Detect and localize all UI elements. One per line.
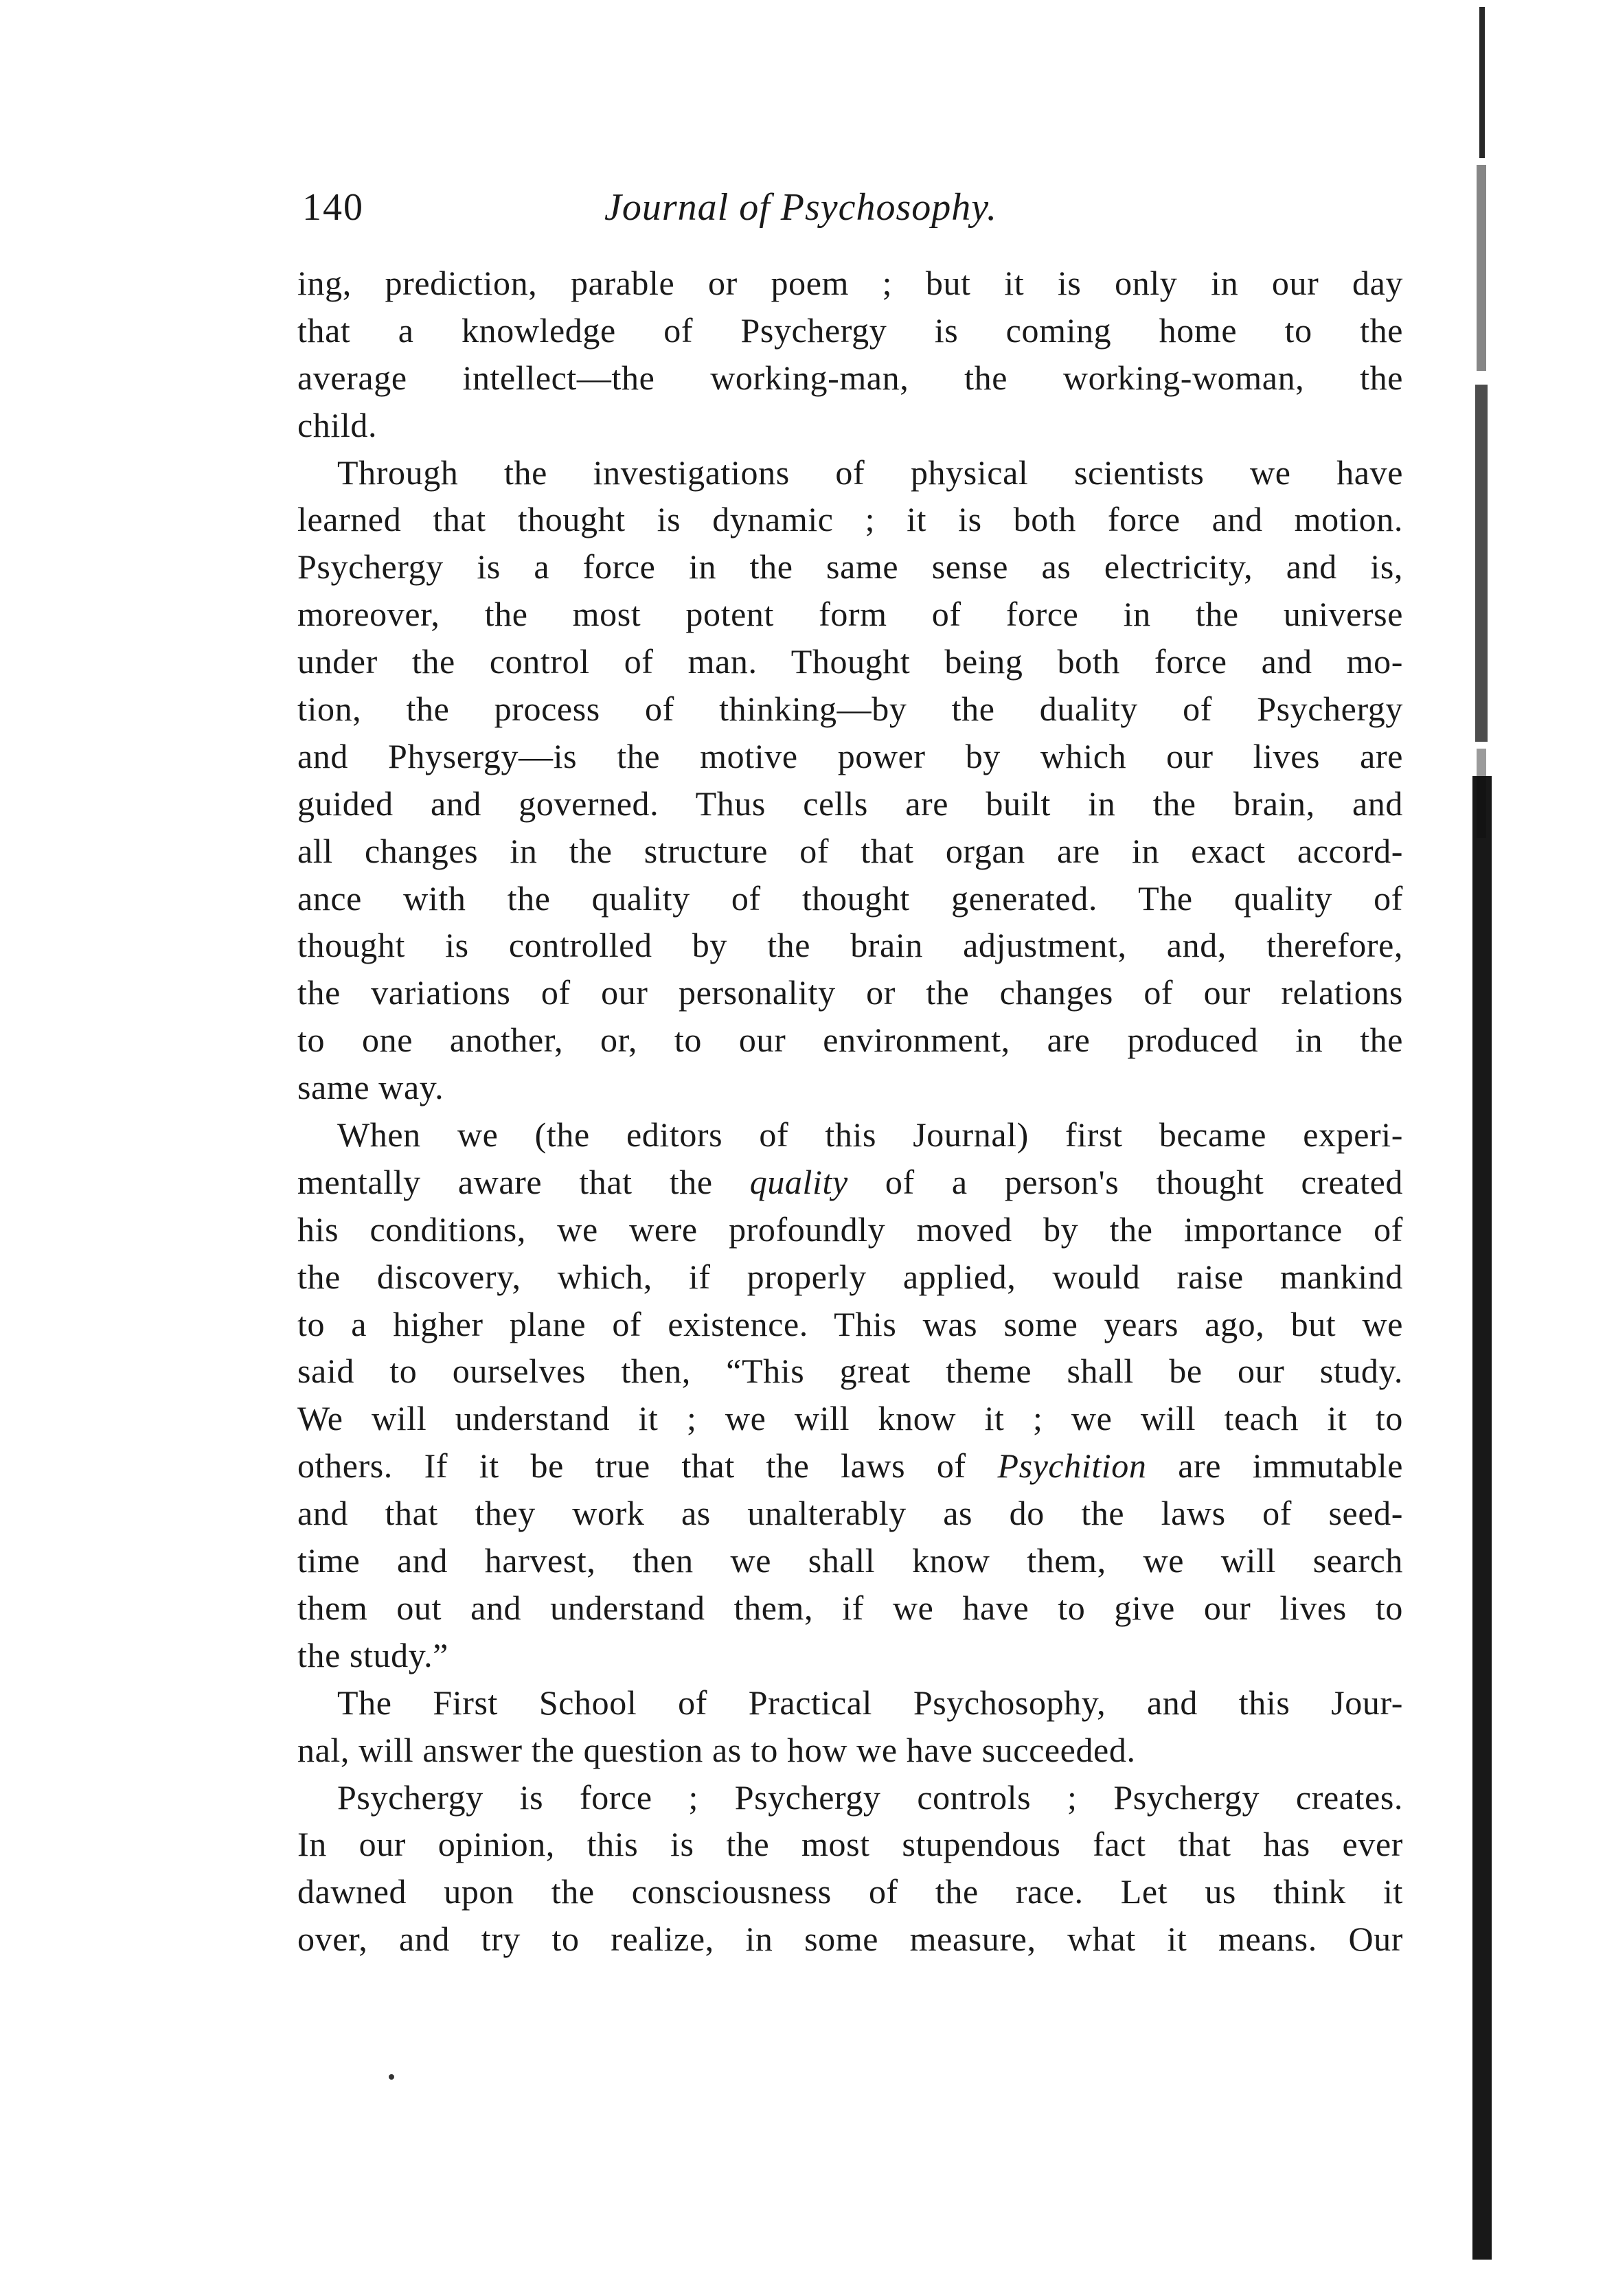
- paragraph: [297, 1679, 1403, 1774]
- text-line: under the control of man. Thought being both force and mo-: [297, 642, 1403, 681]
- psychition-line: others. If it be true that the laws of Psychition are immutable: [297, 1446, 1403, 1486]
- page-number: 140: [302, 186, 364, 229]
- text-line: thought is controlled by the brain adjustment, and, therefore,: [297, 926, 1403, 965]
- text-line: In our opinion, this is the most stupendous fact that has ever: [297, 1825, 1403, 1864]
- text-line: tion, the process of thinking—by the duality of Psychergy: [297, 690, 1403, 729]
- text-line: Psychergy is force ; Psychergy controls ; Psychergy creates.: [337, 1777, 1403, 1817]
- text-line: guided and governed. Thus cells are built in the brain, and: [297, 784, 1403, 823]
- text-line: child.: [297, 405, 378, 444]
- text-line: ance with the quality of thought generated. The quality of: [297, 878, 1403, 918]
- text-line: The First School of Practical Psychosophy, and this Jour-: [337, 1683, 1403, 1722]
- text-line: [297, 1159, 1403, 1206]
- quality-line: mentally aware that the quality of a person's thought created: [297, 1162, 1403, 1201]
- stray-ink-dot: [389, 2074, 394, 2080]
- text-line: Through the investigations of physical scientists we have: [337, 453, 1403, 492]
- text-line: all changes in the structure of that organ are in exact accord-: [297, 831, 1403, 870]
- journal-title: Journal of Psychosophy.: [604, 186, 998, 229]
- paragraph: [297, 260, 1403, 449]
- text-line: When we (the editors of this Journal) first became experi-: [337, 1115, 1403, 1155]
- text-line: same way.: [297, 1068, 444, 1107]
- text-line: dawned upon the consciousness of the race. Let us think it: [297, 1872, 1403, 1911]
- paragraph: [297, 1111, 1403, 1679]
- paragraph: [297, 449, 1403, 1111]
- paragraph: [297, 1774, 1403, 1964]
- text-line: moreover, the most potent form of force in the universe: [297, 595, 1403, 634]
- text-line: nal, will answer the question as to how we have succeeded.: [297, 1730, 1136, 1769]
- text-line: [297, 1442, 1403, 1490]
- text-line: the variations of our personality or the changes of our relations: [297, 973, 1403, 1012]
- text-line: average intellect—the working-man, the working-woman, the: [297, 358, 1403, 397]
- italic-word: Psychition: [997, 1446, 1147, 1486]
- text-line: time and harvest, then we shall know them, we will search: [297, 1541, 1403, 1580]
- page-edge-shadow: [1470, 0, 1497, 2296]
- text-line: We will understand it ; we will know it ; we will teach it to: [297, 1399, 1403, 1438]
- text-line: the study.”: [297, 1635, 448, 1674]
- text-line: ing, prediction, parable or poem ; but it is only in our day: [297, 264, 1403, 302]
- text-line: and that they work as unalterably as do the laws of seed-: [297, 1494, 1403, 1533]
- text-line: to one another, or, to our environment, are produced in the: [297, 1021, 1403, 1060]
- text-line: them out and understand them, if we have to give our lives to: [297, 1588, 1403, 1627]
- italic-word: quality: [749, 1162, 848, 1201]
- text-line: his conditions, we were profoundly moved by the importance of: [297, 1209, 1403, 1249]
- running-head: [302, 180, 1401, 235]
- text-line: learned that thought is dynamic ; it is both force and motion.: [297, 500, 1403, 539]
- text-line: the discovery, which, if properly applied, would raise mankind: [297, 1257, 1403, 1296]
- text-line: and Physergy—is the motive power by which our lives are: [297, 736, 1403, 775]
- text-line: that a knowledge of Psychergy is coming home to the: [297, 310, 1403, 350]
- text-line: to a higher plane of existence. This was some years ago, but we: [297, 1304, 1403, 1343]
- text-line: over, and try to realize, in some measure, what it means. Our: [297, 1920, 1403, 1959]
- text-line: Psychergy is a force in the same sense as electricity, and is,: [297, 547, 1403, 587]
- body-text: [297, 260, 1403, 1963]
- text-line: said to ourselves then, “This great theme shall be our study.: [297, 1352, 1403, 1391]
